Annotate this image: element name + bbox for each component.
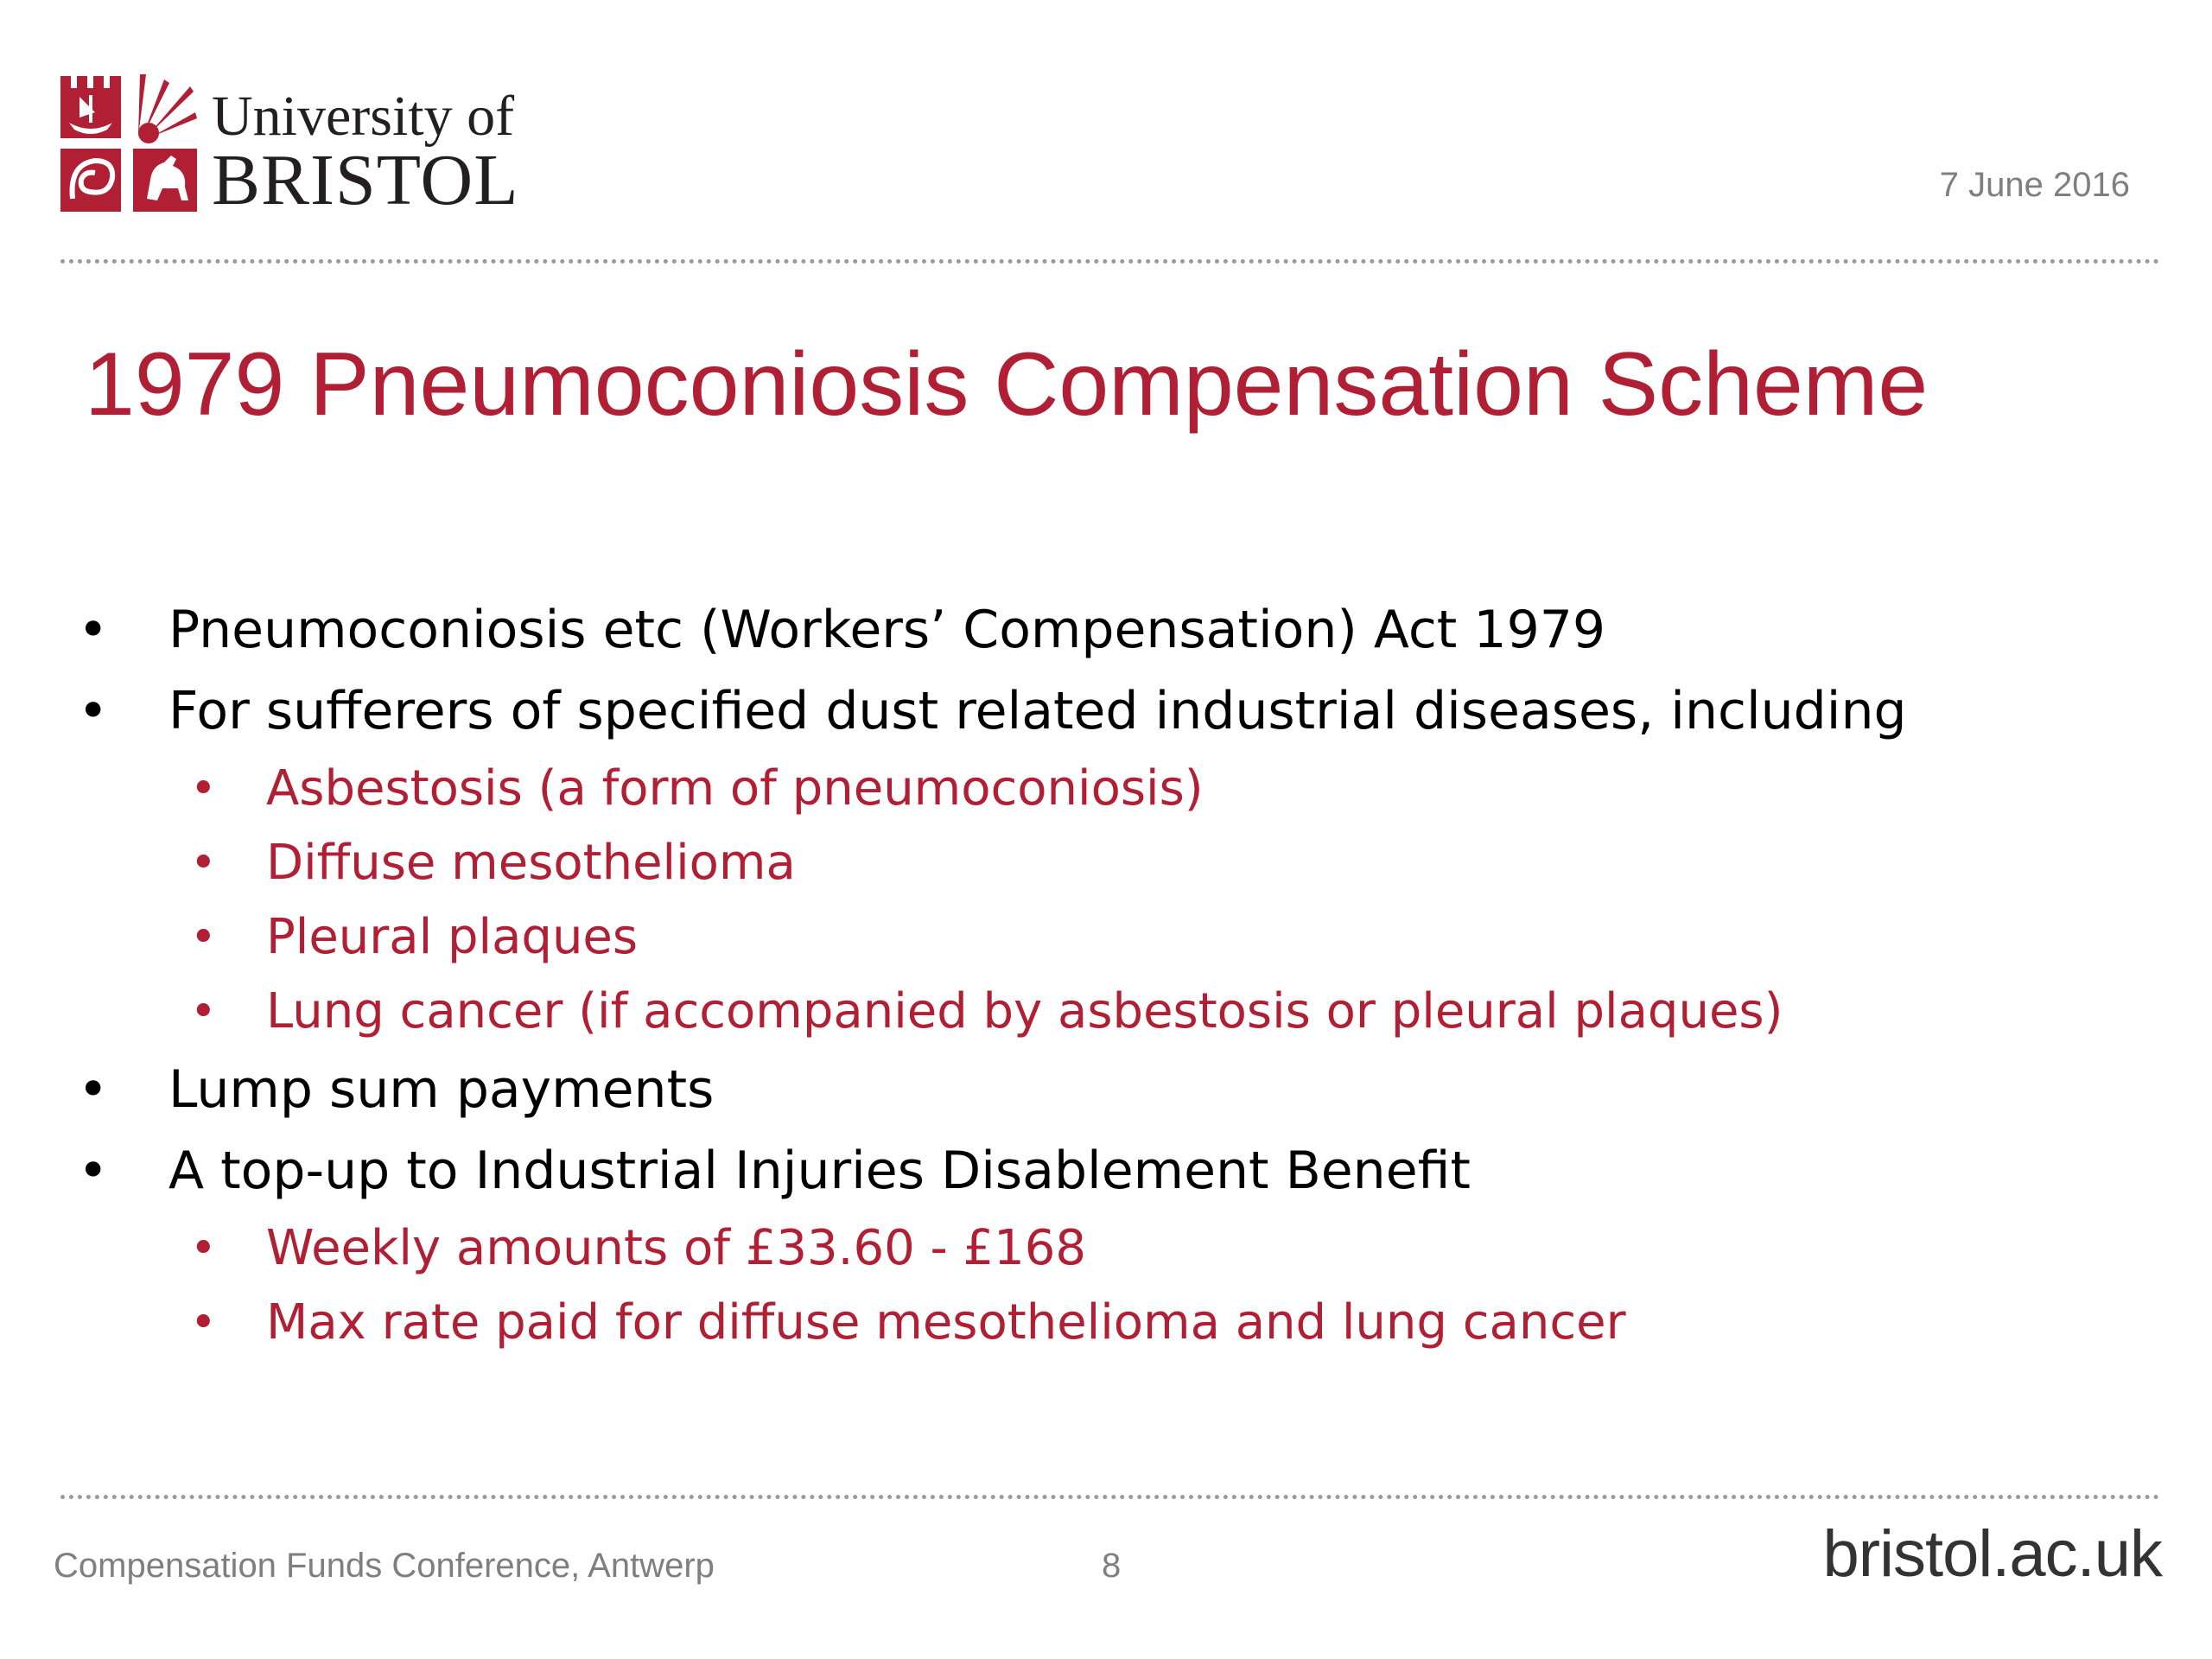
bullet-item — [78, 671, 2152, 752]
university-logo — [60, 69, 544, 220]
footer-website: bristol.ac.uk — [1822, 1517, 2162, 1591]
bullet-dot-icon: • — [190, 763, 217, 815]
header-divider — [60, 259, 2160, 264]
bullet-dot-icon: • — [190, 837, 217, 889]
bullet-item — [78, 589, 2152, 671]
bullet-text: Pleural plaques — [266, 909, 639, 965]
university-crest-icon — [60, 69, 197, 212]
sub-bullet-item — [78, 1286, 2152, 1360]
bullet-text: Lung cancer (if accompanied by asbestosis or pleural plaques) — [266, 983, 1783, 1039]
sub-bullet-item — [78, 826, 2152, 900]
bullet-dot-icon: • — [78, 1141, 109, 1201]
bullet-text: Asbestosis (a form of pneumoconiosis) — [266, 760, 1204, 817]
bullet-dot-icon: • — [78, 1059, 109, 1120]
bullet-item — [78, 1049, 2152, 1130]
footer-divider — [60, 1495, 2160, 1499]
bullet-text: Pneumoconiosis etc (Workers’ Compensation) Act 1979 — [168, 600, 1606, 660]
bullet-item — [78, 1130, 2152, 1211]
logo-line-university-of: University of — [212, 85, 515, 148]
logo-line-bristol: BRISTOL — [212, 140, 519, 220]
sub-bullet-item — [78, 752, 2152, 826]
page-number: 8 — [1102, 1547, 1122, 1585]
logo-wordmark — [212, 69, 519, 220]
footer-event: Compensation Funds Conference, Antwerp — [54, 1547, 715, 1585]
sub-bullet-item — [78, 1211, 2152, 1286]
bullet-dot-icon: • — [190, 1223, 217, 1274]
bullet-text: Weekly amounts of £33.60 - £168 — [266, 1220, 1087, 1276]
bullet-list — [78, 589, 2152, 1360]
bullet-dot-icon: • — [78, 600, 109, 660]
slide-date: 7 June 2016 — [1939, 166, 2130, 204]
sub-bullet-item — [78, 900, 2152, 975]
bullet-text: Max rate paid for diffuse mesothelioma and lung cancer — [266, 1294, 1626, 1351]
sub-bullet-item — [78, 975, 2152, 1049]
bullet-text: Lump sum payments — [168, 1059, 715, 1120]
bullet-dot-icon: • — [78, 681, 109, 741]
bullet-dot-icon: • — [190, 986, 217, 1038]
bullet-dot-icon: • — [190, 1297, 217, 1349]
bullet-text: For sufferers of specified dust related industrial diseases, including — [168, 681, 1907, 741]
bullet-text: A top-up to Industrial Injuries Disablement Benefit — [168, 1141, 1471, 1201]
bullet-text: Diffuse mesothelioma — [266, 835, 796, 891]
bullet-dot-icon: • — [190, 912, 217, 963]
slide-title: 1979 Pneumoconiosis Compensation Scheme — [85, 334, 1929, 435]
